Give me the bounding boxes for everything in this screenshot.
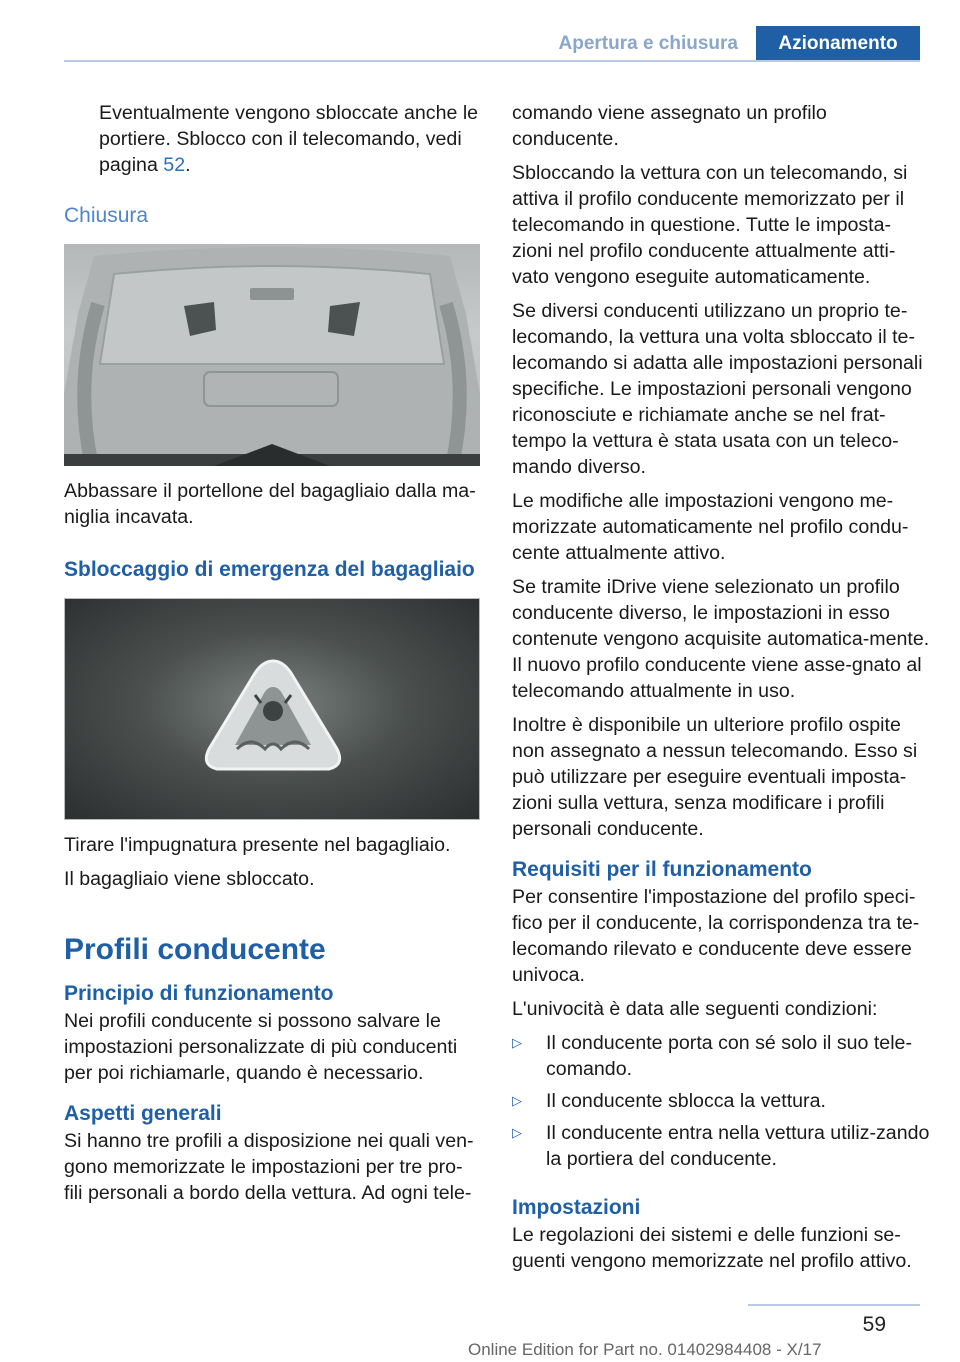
bullet-triangle-icon: ▷: [512, 1035, 522, 1050]
heading-requisiti: Requisiti per il funzionamento: [512, 858, 812, 881]
aspetti-text: Si hanno tre profili a disposizione nei quali ven-gono memorizzate le impostazioni per tre pro-fili personali a bordo della vettura. Ad ogni tele-: [64, 1130, 474, 1204]
list-item: [512, 1120, 930, 1172]
conditions-list: [512, 1030, 930, 1172]
principio-text: Nei profili conducente si possono salvare le impostazioni personalizzate di più conducenti per poi richiamarle, quando è necessario.: [64, 1010, 458, 1084]
heading-principio: Principio di funzionamento: [64, 982, 334, 1005]
header-divider: [64, 60, 920, 62]
right-paragraph-6: Inoltre è disponibile un ulteriore profilo ospite non assegnato a nessun telecomando. Esso si può utilizzare per eseguire eventuali imposta-zioni sulla vettura, senza modificare i profili personali conducente.: [512, 714, 918, 840]
header-chapter-tab: Azionamento: [756, 26, 920, 62]
right-paragraph-1: comando viene assegnato un profilo conducente.: [512, 102, 827, 150]
trunk-lid-image: [64, 244, 480, 466]
page-number: 59: [862, 1313, 886, 1336]
list-item-text: Il conducente sblocca la vettura.: [546, 1090, 826, 1112]
heading-sbloccaggio-emergenza: Sbloccaggio di emergenza del bagagliaio: [64, 558, 475, 581]
header-section-tab: Apertura e chiusura: [558, 33, 738, 54]
chiusura-text: Abbassare il portellone del bagagliaio dalla ma-niglia incavata.: [64, 480, 476, 528]
list-item: [512, 1088, 930, 1114]
page-header: [541, 26, 921, 62]
right-paragraph-3: Se diversi conducenti utilizzano un proprio te-lecomando, la vettura una volta sbloccato il te-lecomando si adatta alle impostazioni personali specifiche. Le impostazioni personali vengono riconosciute e richiamate anche se nel frat-tempo la vettura è stata usata con un teleco-mando diverso.: [512, 300, 923, 478]
heading-profili-conducente: Profili conducente: [64, 933, 326, 966]
intro-paragraph: [64, 100, 480, 178]
right-paragraph-2: Sbloccando la vettura con un telecomando, si attiva il profilo conducente memorizzato per il telecomando in questione. Tutte le imposta-zioni nel profilo conducente attualmente atti-vato vengono eseguite automaticamente.: [512, 162, 908, 288]
right-paragraph-5: Se tramite iDrive viene selezionato un profilo conducente diverso, le impostazioni in esso contenute vengono acquisite automatica-mente. Il nuovo profilo conducente viene asse-gnato al telecomando attualmente in uso.: [512, 576, 930, 702]
left-column: [64, 100, 480, 1206]
bullet-triangle-icon: ▷: [512, 1093, 522, 1108]
heading-aspetti-generali: Aspetti generali: [64, 1102, 222, 1125]
list-item: [512, 1030, 930, 1082]
intro-end: .: [185, 154, 191, 176]
footer-divider: [748, 1304, 920, 1306]
condizioni-intro: L'univocità è data alle seguenti condizioni:: [512, 998, 878, 1020]
right-paragraph-4: Le modifiche alle impostazioni vengono me-morizzate automaticamente nel profilo condu-cente attualmente attivo.: [512, 490, 909, 564]
list-item-text: Il conducente entra nella vettura utiliz-zando la portiera del conducente.: [546, 1122, 930, 1170]
heading-impostazioni: Impostazioni: [512, 1196, 641, 1219]
emergency-handle-image: [64, 598, 480, 820]
page-link-52[interactable]: 52: [163, 154, 186, 176]
bullet-triangle-icon: ▷: [512, 1125, 522, 1140]
right-column: [512, 100, 930, 1274]
emergenza-text-2: Il bagagliaio viene sbloccato.: [64, 868, 315, 890]
intro-text: Eventualmente vengono sbloccate anche le portiere. Sblocco con il telecomando, vedi pagina: [99, 102, 479, 176]
heading-chiusura: Chiusura: [64, 204, 149, 227]
requisiti-text: Per consentire l'impostazione del profilo speci-fico per il conducente, la corrispondenza tra te-lecomando rilevato e conducente deve essere univoca.: [512, 886, 920, 986]
impostazioni-text: Le regolazioni dei sistemi e delle funzioni se-guenti vengono memorizzate nel profilo attivo.: [512, 1224, 912, 1272]
edition-footer: Online Edition for Part no. 01402984408 - X/17: [468, 1340, 822, 1359]
emergenza-text-1: Tirare l'impugnatura presente nel bagagliaio.: [64, 834, 451, 856]
list-item-text: Il conducente porta con sé solo il suo tele-comando.: [546, 1032, 912, 1080]
